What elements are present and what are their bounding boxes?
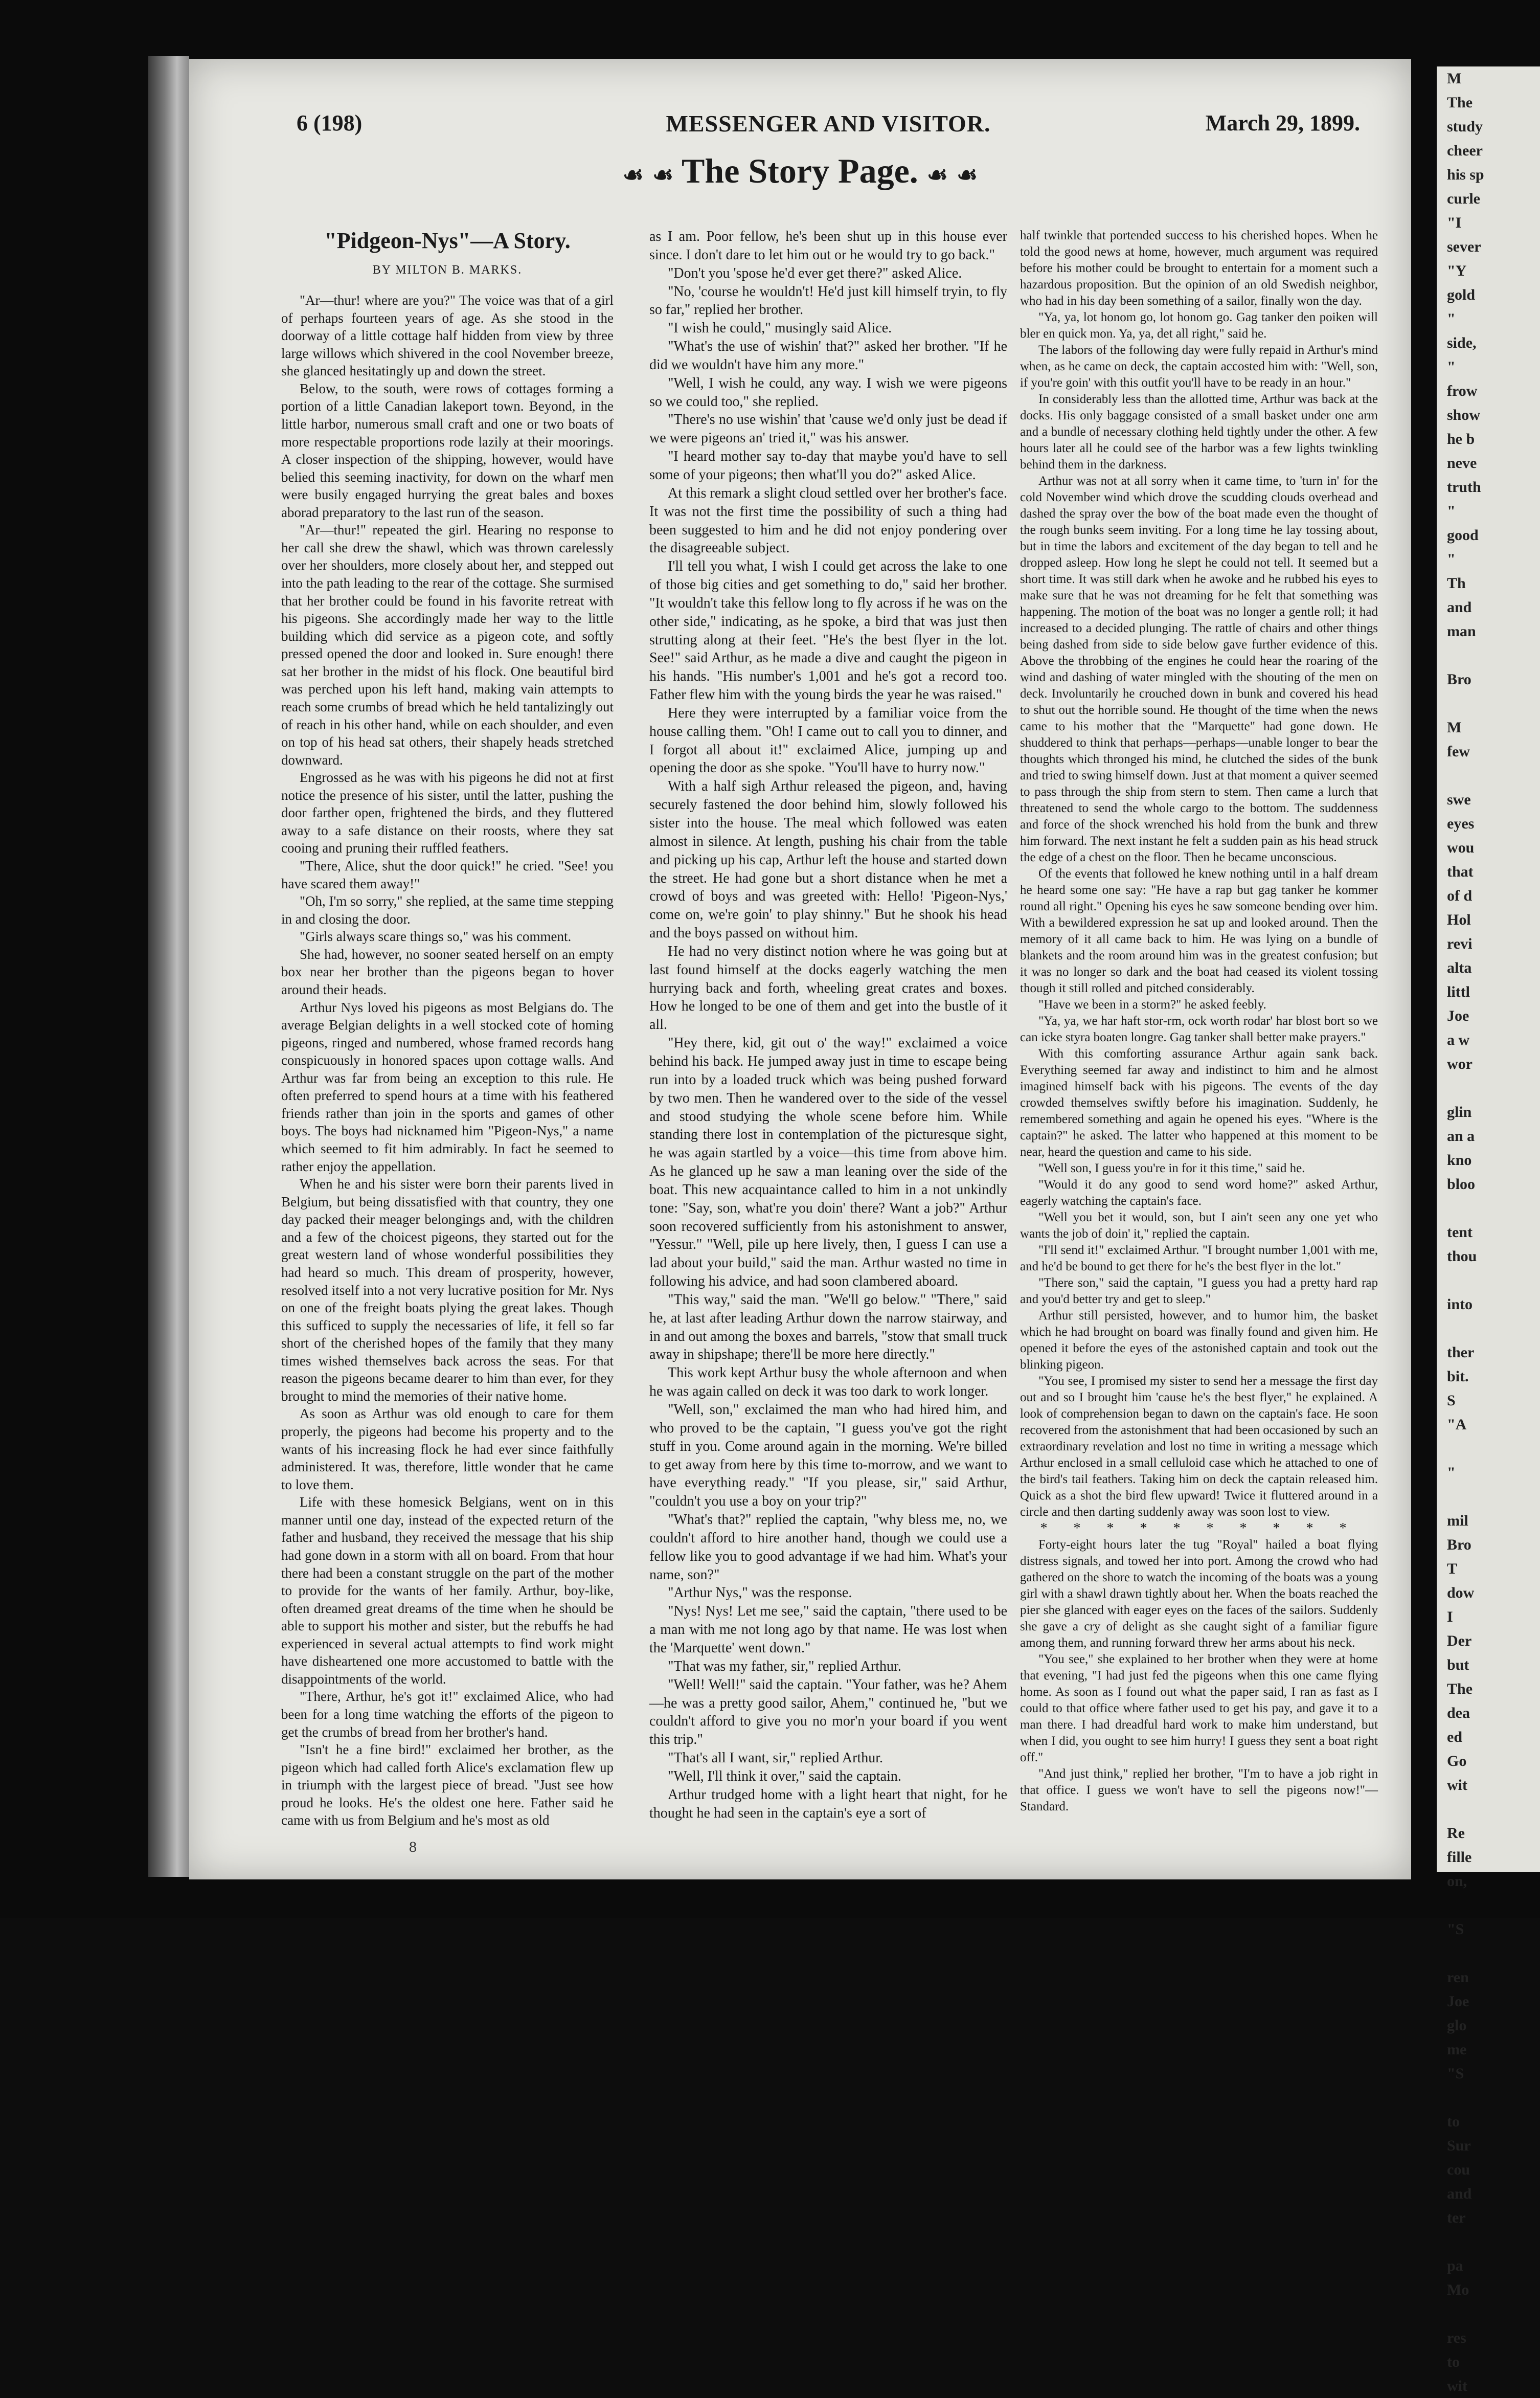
adjacent-page-text: wor [1447,1056,1473,1072]
adjacent-page-text: that [1447,863,1474,880]
adjacent-page-text: " [1447,551,1456,568]
adjacent-page-text: I [1447,1608,1453,1625]
paragraph: When he and his sister were born their parents lived in Belgium, but being dissatisfied with that country, they one day packed their meager belongings and, with the children and a few of the choicest pigeons, they started out for the great western land of whose wonderful possibilities they had heard so much. This dream of prosperity, however, resolved itself into a not very lucrative position for Mr. Nys on one of the freight boats plying the great lakes. Though this sufficed to supply the necessaries of life, it fell so far short of the cherished hopes of the family that they many times wished themselves back across the seas. For that reason the pigeons became dearer to him than ever, for they brought to mind the memories of their native home. [281,1176,614,1404]
adjacent-page-text: side, [1447,334,1477,351]
adjacent-page-text: Bro [1447,671,1471,688]
adjacent-page-text: glin [1447,1104,1472,1120]
column-1 [281,292,614,1829]
adjacent-page-text: ther [1447,1344,1475,1361]
adjacent-page-text: dow [1447,1584,1475,1601]
adjacent-page-text: ter [1447,2209,1466,2226]
paragraph: "Well, I wish he could, any way. I wish we were pigeons so we could too," she replied. [649,375,1007,410]
adjacent-page-text [1437,643,1540,667]
adjacent-page-text [1437,1893,1540,1917]
adjacent-page-text: swe [1447,791,1471,808]
adjacent-page-text: " [1447,1464,1456,1481]
paragraph: "Girls always scare things so," was his comment. [300,929,572,945]
adjacent-page-text: study [1447,118,1483,135]
adjacent-page-text: Go [1447,1753,1467,1769]
adjacent-page-text: frow [1447,383,1478,399]
paragraph: "Would it do any good to send word home?" asked Arthur, eagerly watching the captain's face. [1020,1178,1378,1208]
adjacent-page-text: fille [1447,1849,1472,1866]
paragraph: The labors of the following day were fully repaid in Arthur's mind when, as he came on deck, the captain accosted him with: "Well, son, if you're goin' with this outfit you'll have to be ready in an hour." [1020,343,1378,390]
adjacent-page-text: a w [1447,1032,1470,1048]
adjacent-page-text: The [1447,1680,1473,1697]
adjacent-page-text: S [1447,1392,1456,1409]
adjacent-page-text: thou [1447,1248,1477,1265]
book-binding [148,56,189,1877]
paragraph: He had no very distinct notion where he was going but at last found himself at the docks eagerly watching the men hurrying back and forth, wheeling great crates and boxes. How he longed to be one of them and get into the bustle of it all. [649,943,1007,1033]
adjacent-page-text: an a [1447,1128,1475,1145]
adjacent-page-text: revi [1447,935,1473,952]
adjacent-page-text: Hol [1447,911,1471,928]
adjacent-page-text: Bro [1447,1536,1471,1553]
adjacent-page-text [1437,2086,1540,2110]
adjacent-page-text: me [1447,2041,1467,2058]
paragraph: In considerably less than the allotted time, Arthur was back at the docks. His only baggage consisted of a small basket under one arm and a bundle of necessary clothing held tightly under the other. A few hours later all he could see of the harbor was a few lights twinkling behind them in the darkness. [1020,392,1378,472]
paragraph: Forty-eight hours later the tug "Royal" hailed a boat flying distress signals, and towed her into port. Among the crowd who had gathered on the shore to watch the incoming of the boats was a young girl with a shawl drawn tightly about her. When the boats reached the pier she glanced with eager eyes on the faces of the sailors. Suddenly she gave a cry of delight as she caught sight of a familiar figure among them, and running forward threw her arms about his neck. [1020,1538,1378,1650]
paragraph: Below, to the south, were rows of cottages forming a portion of a little Canadian lakeport town. Beyond, in the little harbor, numerous small craft and one or two boats of more respectable proportions rode lazily at their moorings. A closer inspection of the shipping, however, would have belied this seeming inactivity, for down on the wharf men were busily engaged hurrying the great bales and boxes aborad preparatory to the last run of the season. [281,380,614,520]
paper-title: MESSENGER AND VISITOR. [666,110,991,137]
adjacent-page-text [1437,1076,1540,1100]
adjacent-page-text: eyes [1447,815,1475,832]
column-3 [1020,228,1378,1815]
adjacent-page-text: into [1447,1296,1473,1313]
adjacent-page-text: Joe [1447,1007,1469,1024]
adjacent-page-text: kno [1447,1152,1472,1169]
paragraph: Arthur trudged home with a light heart that night, for he thought he had seen in the captain's eye a sort of [649,1786,1007,1821]
paragraph: "Oh, I'm so sorry," she replied, at the same time stepping in and closing the door. [281,893,614,927]
adjacent-page-text: gold [1447,286,1476,303]
adjacent-page-text: truth [1447,479,1481,496]
adjacent-page-text: "S [1447,2065,1464,2082]
adjacent-page-text: dea [1447,1705,1470,1721]
page-number: 6 (198) [297,110,363,136]
paragraph: "That's all I want, sir," replied Arthur. [668,1750,884,1766]
paragraph: "There, Arthur, he's got it!" exclaimed Alice, who had been for a long time watching the efforts of the pigeon to get the crumbs of bread from her brother's hand. [281,1689,614,1740]
adjacent-page-text: M [1447,70,1462,87]
paragraph: "Isn't he a fine bird!" exclaimed her brother, as the pigeon which had called forth Alice's exclamation flew up in triumph with the largest piece of bread. "Just see how proud he looks. He's the oldest one here. Father said he came with us from Belgium and he's most as old [281,1742,614,1828]
paragraph: As soon as Arthur was old enough to care for them properly, the pigeons had become his property and to the wants of his increasing flock he had ever since faithfully administered. It was, therefore, little wonder that he came to love them. [281,1406,614,1492]
paragraph: "There's no use wishin' that 'cause we'd only just be dead if we were pigeons an' tried it," was his answer. [649,412,1007,446]
masthead [297,110,1360,141]
adjacent-page-text: wou [1447,839,1475,856]
paragraph: "Arthur Nys," was the response. [668,1585,852,1601]
paragraph: This work kept Arthur busy the whole afternoon and when he was again called on deck it was too dark to work longer. [649,1365,1007,1400]
paragraph: With this comforting assurance Arthur again sank back. Everything seemed far away and indistinct to him and he almost imagined himself back with his pigeons. The events of the day crowded themselves swiftly before his imagination. Suddenly, he remembered something and again he opened his eyes. "Where is the captain?" he asked. The latter who happened at this moment to be near, heard the question and came to his side. [1020,1047,1378,1159]
paragraph: "Ya, ya, lot honom go, lot honom go. Gag tanker den poiken will bler en quick mon. Ya, ya, det all right," said he. [1020,310,1378,341]
adjacent-page-text: glo [1447,2017,1467,2034]
paragraph: Of the events that followed he knew nothing until in a half dream he heard some one say: "He have a rap but gag tanker he kommer round all right." Opening his eyes he saw someone bending over him. With a bewildered expression he sat up and looked around. Then the memory of it all came back to him. He was lying on a bundle of blankets and the room around him was in the greatest confusion; but it was no longer so dark and the boat had ceased its violent tossing though it still rolled and pitched considerably. [1020,867,1378,995]
adjacent-page-text: "I [1447,214,1462,231]
paragraph: With a half sigh Arthur released the pigeon, and, having securely fastened the door behind him, slowly followed his sister into the house. The meal which followed was eaten almost in silence. At length, pushing his chair from the table and picking up his cap, Arthur left the house and started down the street. He had gone but a short distance when he met a crowd of boys and was greeted with: Hello! 'Pigeon-Nys,' come on, we're goin' to play shinny." But he shook his head and the boys passed on without him. [649,778,1007,942]
adjacent-page-text [1437,764,1540,788]
section-heading [189,151,1411,191]
story-byline: BY MILTON B. MARKS. [372,263,523,277]
paragraph: "No, 'course he wouldn't! He'd just kill himself tryin, to fly so far," replied her brother. [649,283,1007,318]
paragraph: "You see," she explained to her brother when they were at home that evening, "I had just fed the pigeons when this one came flying home. As soon as I found out what the paper said, I ran as fast as I could to that office where father used to get his pay, and gave it to a man there. I had dreadful hard work to make him understand, but when I did, you ought to see him hurry! I guess they sent a boat right off." [1020,1652,1378,1764]
paragraph: Engrossed as he was with his pigeons he did not at first notice the presence of his sister, until the latter, pushing the door farther open, frightened the birds, and they fluttered away to a safe distance on their roosts, where they sat cooing and pruning their ruffled feathers. [281,770,614,856]
adjacent-page-text: and [1447,2185,1472,2202]
paragraph: Arthur Nys loved his pigeons as most Belgians do. The average Belgian delights in a well stocked cote of homing pigeons, ringed and numbered, whose framed records hang conspicuously in honored spaces upon cottage walls. And Arthur was far from being an exception to this rule. He often preferred to spend hours at a time with his feathered friends rather than join in the sports and games of other boys. The boys had nicknamed him "Pigeon-Nys," a name which seemed to fit him admirably. In fact he seemed to rather enjoy the appellation. [281,999,614,1174]
adjacent-page-text [1437,1797,1540,1821]
paragraph: "That was my father, sir," replied Arthur. [668,1658,901,1674]
adjacent-page-text [1437,2302,1540,2326]
adjacent-page-text: "S [1447,1921,1464,1938]
paragraph: "Well you bet it would, son, but I ain't seen any one yet who wants the job of doin' it," replied the captain. [1020,1211,1378,1241]
adjacent-page-text: but [1447,1656,1469,1673]
adjacent-page-text: on, [1447,1873,1467,1890]
ornament-right-icon: ☙ [957,162,978,188]
adjacent-page-text: curle [1447,190,1480,207]
paragraph: "I'll send it!" exclaimed Arthur. "I brought number 1,001 with me, and he'd be bound to get there for he's the best flyer in the lot." [1020,1243,1378,1273]
adjacent-page-text: bit. [1447,1368,1469,1385]
adjacent-page-text: man [1447,623,1476,640]
adjacent-page-text: wit [1447,2378,1467,2394]
adjacent-page-text: littl [1447,983,1470,1000]
adjacent-page-text: Th [1447,575,1466,592]
paragraph: She had, however, no sooner seated herself on an empty box near her brother than the pigeons began to hover around their heads. [281,946,614,997]
adjacent-page-text: " [1447,503,1456,520]
paragraph: half twinkle that portended success to his cherished hopes. When he told the good news at home, however, much argument was required before his mother could be brought to entertain for a moment such a hazardous proposition. But the opinion of an old Swedish neighbor, who had in his day been something of a sailor, finally won the day. [1020,229,1378,308]
adjacent-page-text: to [1447,2354,1460,2370]
adjacent-page-text: ren [1447,1969,1469,1986]
paragraph: Arthur was not at all sorry when it came time, to 'turn in' for the cold November wind which drove the scudding clouds overhead and dashed the spray over the bow of the boat made even the thought of the rough bunks seem inviting. For a long time he lay tossing about, but in time the labors and excitement of the day began to tell and he dropped asleep. How long he slept he could not tell. It seemed but a short time. It was still dark when he awoke and he rubbed his eyes to make sure that he was not dreaming for he felt that something was happening. The motion of the boat was no longer a gentle roll; it had increased to a decided plunging. The rattle of chairs and other things being dashed from side to side below gave further evidence of this. Above the throbbing of the engines he could hear the roaring of the wind and dashing of water mingled with the shouting of the men on deck. Involuntarily he crouched down in bunk and covered his head to shut out the horrible sound. He thought of the time when the news came to his mother that the "Marquette" had gone down. He shuddered to think that perhaps—perhaps—unable longer to bear the thoughts which thronged his mind, he clutched the sides of the bunk and tried to swing himself down. Just at that moment a quiver seemed to pass through the ship from stern to stem. Then came a lurch that threatened to send the whole cargo to the bottom. The suddenness and force of the shock wrenched his hold from the bunk and threw him forward. The next instant he felt a sudden pain as his head struck the edge of a chest on the floor. Then he became unconscious. [1020,474,1378,864]
adjacent-page-text: tent [1447,1224,1473,1241]
paragraph: "Well, I'll think it over," said the captain. [668,1768,901,1784]
paragraph: "Well, son," exclaimed the man who had hired him, and who proved to be the captain, "I guess you've got the right stuff in you. Come around again in the morning. We're billed to get away from here by this time to-morrow, and we want to have everything ready." "If you please, sir," said Arthur, "couldn't you use a boy on your trip?" [649,1402,1007,1510]
ornament-right-icon: ☙ [926,162,948,188]
ornament-left-icon: ☙ [622,162,644,188]
story-title: "Pidgeon-Nys"—A Story. [324,228,571,253]
paragraph: "This way," said the man. "We'll go below." "There," said he, at last after leading Arthur down the narrow stairway, and in and out among the boxes and barrels, "stow that small truck away in shipshape; there'll be more here directly." [649,1291,1007,1363]
paragraph: "Well son, I guess you're in for it this time," said he. [1038,1161,1305,1175]
adjacent-page-text: neve [1447,455,1477,472]
adjacent-page-text: few [1447,743,1470,760]
paragraph: "Ar—thur!" repeated the girl. Hearing no response to her call she drew the shawl, which was thrown carelessly over her shoulders, more closely about her, and stepped out into the path leading to the rear of the cottage. She surmised that her brother could be found in his favorite retreat with his pigeons. She accordingly made her way to the little building which did service as a pigeon cote, and softly pressed opened the door and looked in. Sure enough! there sat her brother in the midst of his flock. One beautiful bird was perched upon his left hand, making vain attempts to reach some crumbs of bread which he held tantalizingly out of reach in his other hand, while on each shoulder, and even on top of his head sat others, their shapely heads stretched downward. [281,522,614,768]
paragraph: I'll tell you what, I wish I could get across the lake to one of those big cities and get something to do," said her brother. "It wouldn't take this fellow long to fly across if he was on the other side," indicating, as he spoke, a bird that was just then strutting along at their feet. "He's the best flyer in the lot. See!" said Arthur, as he made a dive and caught the pigeon in his hands. "His number's 1,001 and he's got a record too. Father flew him with the young birds the year he was raised." [649,558,1007,703]
adjacent-page-text: T [1447,1560,1458,1577]
adjacent-page-text: alta [1447,959,1472,976]
adjacent-page-text: good [1447,527,1479,544]
paragraph: "There son," said the captain, "I guess you had a pretty hard rap and you'd better try and get to sleep." [1020,1276,1378,1306]
adjacent-page-text: to [1447,2113,1460,2130]
adjacent-page-text: The [1447,94,1473,111]
adjacent-page-text: of d [1447,887,1473,904]
paragraph: as I am. Poor fellow, he's been shut up in this house ever since. I don't dare to let him out or he would try to go back." [649,229,1007,263]
adjacent-page-text [1437,1437,1540,1461]
adjacent-page-text: wit [1447,1777,1467,1794]
adjacent-page-text: his sp [1447,166,1484,183]
adjacent-page-text: "A [1447,1416,1467,1433]
adjacent-page-text: Re [1447,1825,1465,1842]
adjacent-page-text: show [1447,407,1481,423]
paragraph: "Nys! Nys! Let me see," said the captain, "there used to be a man with me not long ago by that name. He was lost when the 'Marquette' went down." [649,1603,1007,1656]
paragraph: "Ar—thur! where are you?" The voice was that of a girl of perhaps fourteen years of age. As she stood in the doorway of a little cottage half hidden from view by three large willows which shivered in the cool November breeze, she glanced hesitatingly up and down the street. [281,293,614,379]
adjacent-page-text: M [1447,719,1462,736]
paragraph: "And just think," replied her brother, "I'm to have a job right in that office. I guess we won't have to sell the pigeons now!"—Standard. [1020,1767,1378,1813]
paragraph: "I heard mother say to-day that maybe you'd have to sell some of your pigeons; then what'll you do?" asked Alice. [649,449,1007,483]
adjacent-page-text: cheer [1447,142,1483,159]
ornament-left-icon: ☙ [652,162,674,188]
paragraph: "Hey there, kid, git out o' the way!" exclaimed a voice behind his back. He jumped away just in time to escape being run into by a loaded truck which was being pushed forward by two men. Then he wandered over to the side of the vessel and stood studying the whole scene before him. While standing there lost in contemplation of the picturesque sight, he was again startled by a voice—this time from above him. As he glanced up he saw a man leaning over the side of the boat. This new acquaintance called to him in a not unkindly tone: "Say, son, what're you doin' there? Want a job?" Arthur soon recovered sufficiently from his astonishment to answer, "Yessur." "Well, pile up here lively, then, I guess I can use a lad about your build," said the man. Arthur wasted no time in following his advice, and had soon clambered aboard. [649,1035,1007,1290]
footer-mark: 8 [409,1839,417,1855]
paragraph: Life with these homesick Belgians, went on in this manner until one day, instead of the expected return of the father and husband, they received the message that his ship had gone down in a storm with all on board. From that hour there had been a constant struggle on the part of the mother to provide for the wants of her family. Arthur, boy-like, often dreamed great dreams of the time when he should be able to support his mother and sister, but the rebuffs he had experienced in several actual attempts to find work might have disheartened one more accustomed to battle with the disappointments of the world. [281,1494,614,1687]
paragraph: "There, Alice, shut the door quick!" he cried. "See! you have scared them away!" [281,858,614,891]
adjacent-page-text: res [1447,2329,1466,2346]
adjacent-page-text: cou [1447,2161,1470,2178]
adjacent-page-text [1437,1196,1540,1220]
adjacent-page-text [1437,691,1540,715]
adjacent-page-text: bloo [1447,1176,1476,1193]
paragraph: "You see, I promised my sister to send her a message the first day out and so I brought him 'cause he's the best flyer," he explained. A look of comprehension began to dawn on the captain's face. He soon recovered from the astonishment that had been occasioned by such an extraordinary revelation and lost no time in writing a message which Arthur enclosed in a small celluloid case which he attached to one of the bird's tail feathers. Taking him on deck the captain released him. Quick as a shot the bird flew upward! Twice it fluttered around in a circle and then darting suddenly away was soon lost to view. [1020,1374,1378,1519]
paragraph: "I wish he could," musingly said Alice. [668,320,892,337]
adjacent-page-text: and [1447,599,1472,616]
paragraph: Arthur still persisted, however, and to humor him, the basket which he had brought on board was finally found and given him. He opened it before the eyes of the astonished captain and took out the blinking pigeon. [1020,1309,1378,1372]
adjacent-page-text: " [1447,358,1456,375]
section-break: * * * * * * * * * * [1040,1520,1358,1536]
adjacent-page-text [1437,1485,1540,1509]
adjacent-page-text: Joe [1447,1993,1469,2010]
section-title: The Story Page. [682,151,918,190]
adjacent-page-text: " [1447,310,1456,327]
adjacent-page-text [1437,1268,1540,1292]
issue-date: March 29, 1899. [1205,110,1360,136]
paragraph: "What's that?" replied the captain, "why bless me, no, we couldn't afford to hire another hand, though we could use a fellow like you to good advantage if we had him. What's your name, son?" [649,1512,1007,1583]
column-2 [649,228,1007,1822]
adjacent-page-text: mil [1447,1512,1468,1529]
newspaper-page [189,59,1411,1879]
paragraph: "What's the use of wishin' that?" asked her brother. "If he did we wouldn't have him any more." [649,339,1007,373]
paragraph: "Ya, ya, we har haft stor-rm, ock worth rodar' har blost bort so we can icke styra boaten longre. Gag tanker shall better make prayers." [1020,1014,1378,1044]
paragraph: "Have we been in a storm?" he asked feebly. [1038,998,1266,1012]
adjacent-page-text: pa [1447,2257,1463,2274]
paragraph: "Don't you 'spose he'd ever get there?" asked Alice. [668,265,962,281]
adjacent-page-text [1437,1316,1540,1340]
adjacent-page-text: Der [1447,1632,1472,1649]
adjacent-page-text: sever [1447,238,1481,255]
paragraph: Here they were interrupted by a familiar voice from the house calling them. "Oh! I came out to call you to dinner, and I forgot all about it!" exclaimed Alice, jumping up and opening the door as she spoke. "You'll have to hurry now." [649,705,1007,776]
adjacent-page-text: ed [1447,1729,1462,1745]
adjacent-page-text [1437,2230,1540,2254]
adjacent-page-text: he b [1447,431,1475,447]
adjacent-page-text: "Y [1447,262,1467,279]
adjacent-page-text [1437,1941,1540,1965]
paragraph: "Well! Well!" said the captain. "Your father, was he? Ahem—he was a pretty good sailor, Ahem," continued he, "but we couldn't afford to give you no mor'n your board if you went this trip." [649,1676,1007,1748]
paragraph: At this remark a slight cloud settled over her brother's face. It was not the first time the possibility of such a thing had been suggested to him and he did not enjoy pondering over the disagreeable subject. [649,485,1007,556]
adjacent-page-text: Sur [1447,2137,1471,2154]
adjacent-page-edge [1437,66,1540,2394]
adjacent-page-text: Mo [1447,2281,1469,2298]
